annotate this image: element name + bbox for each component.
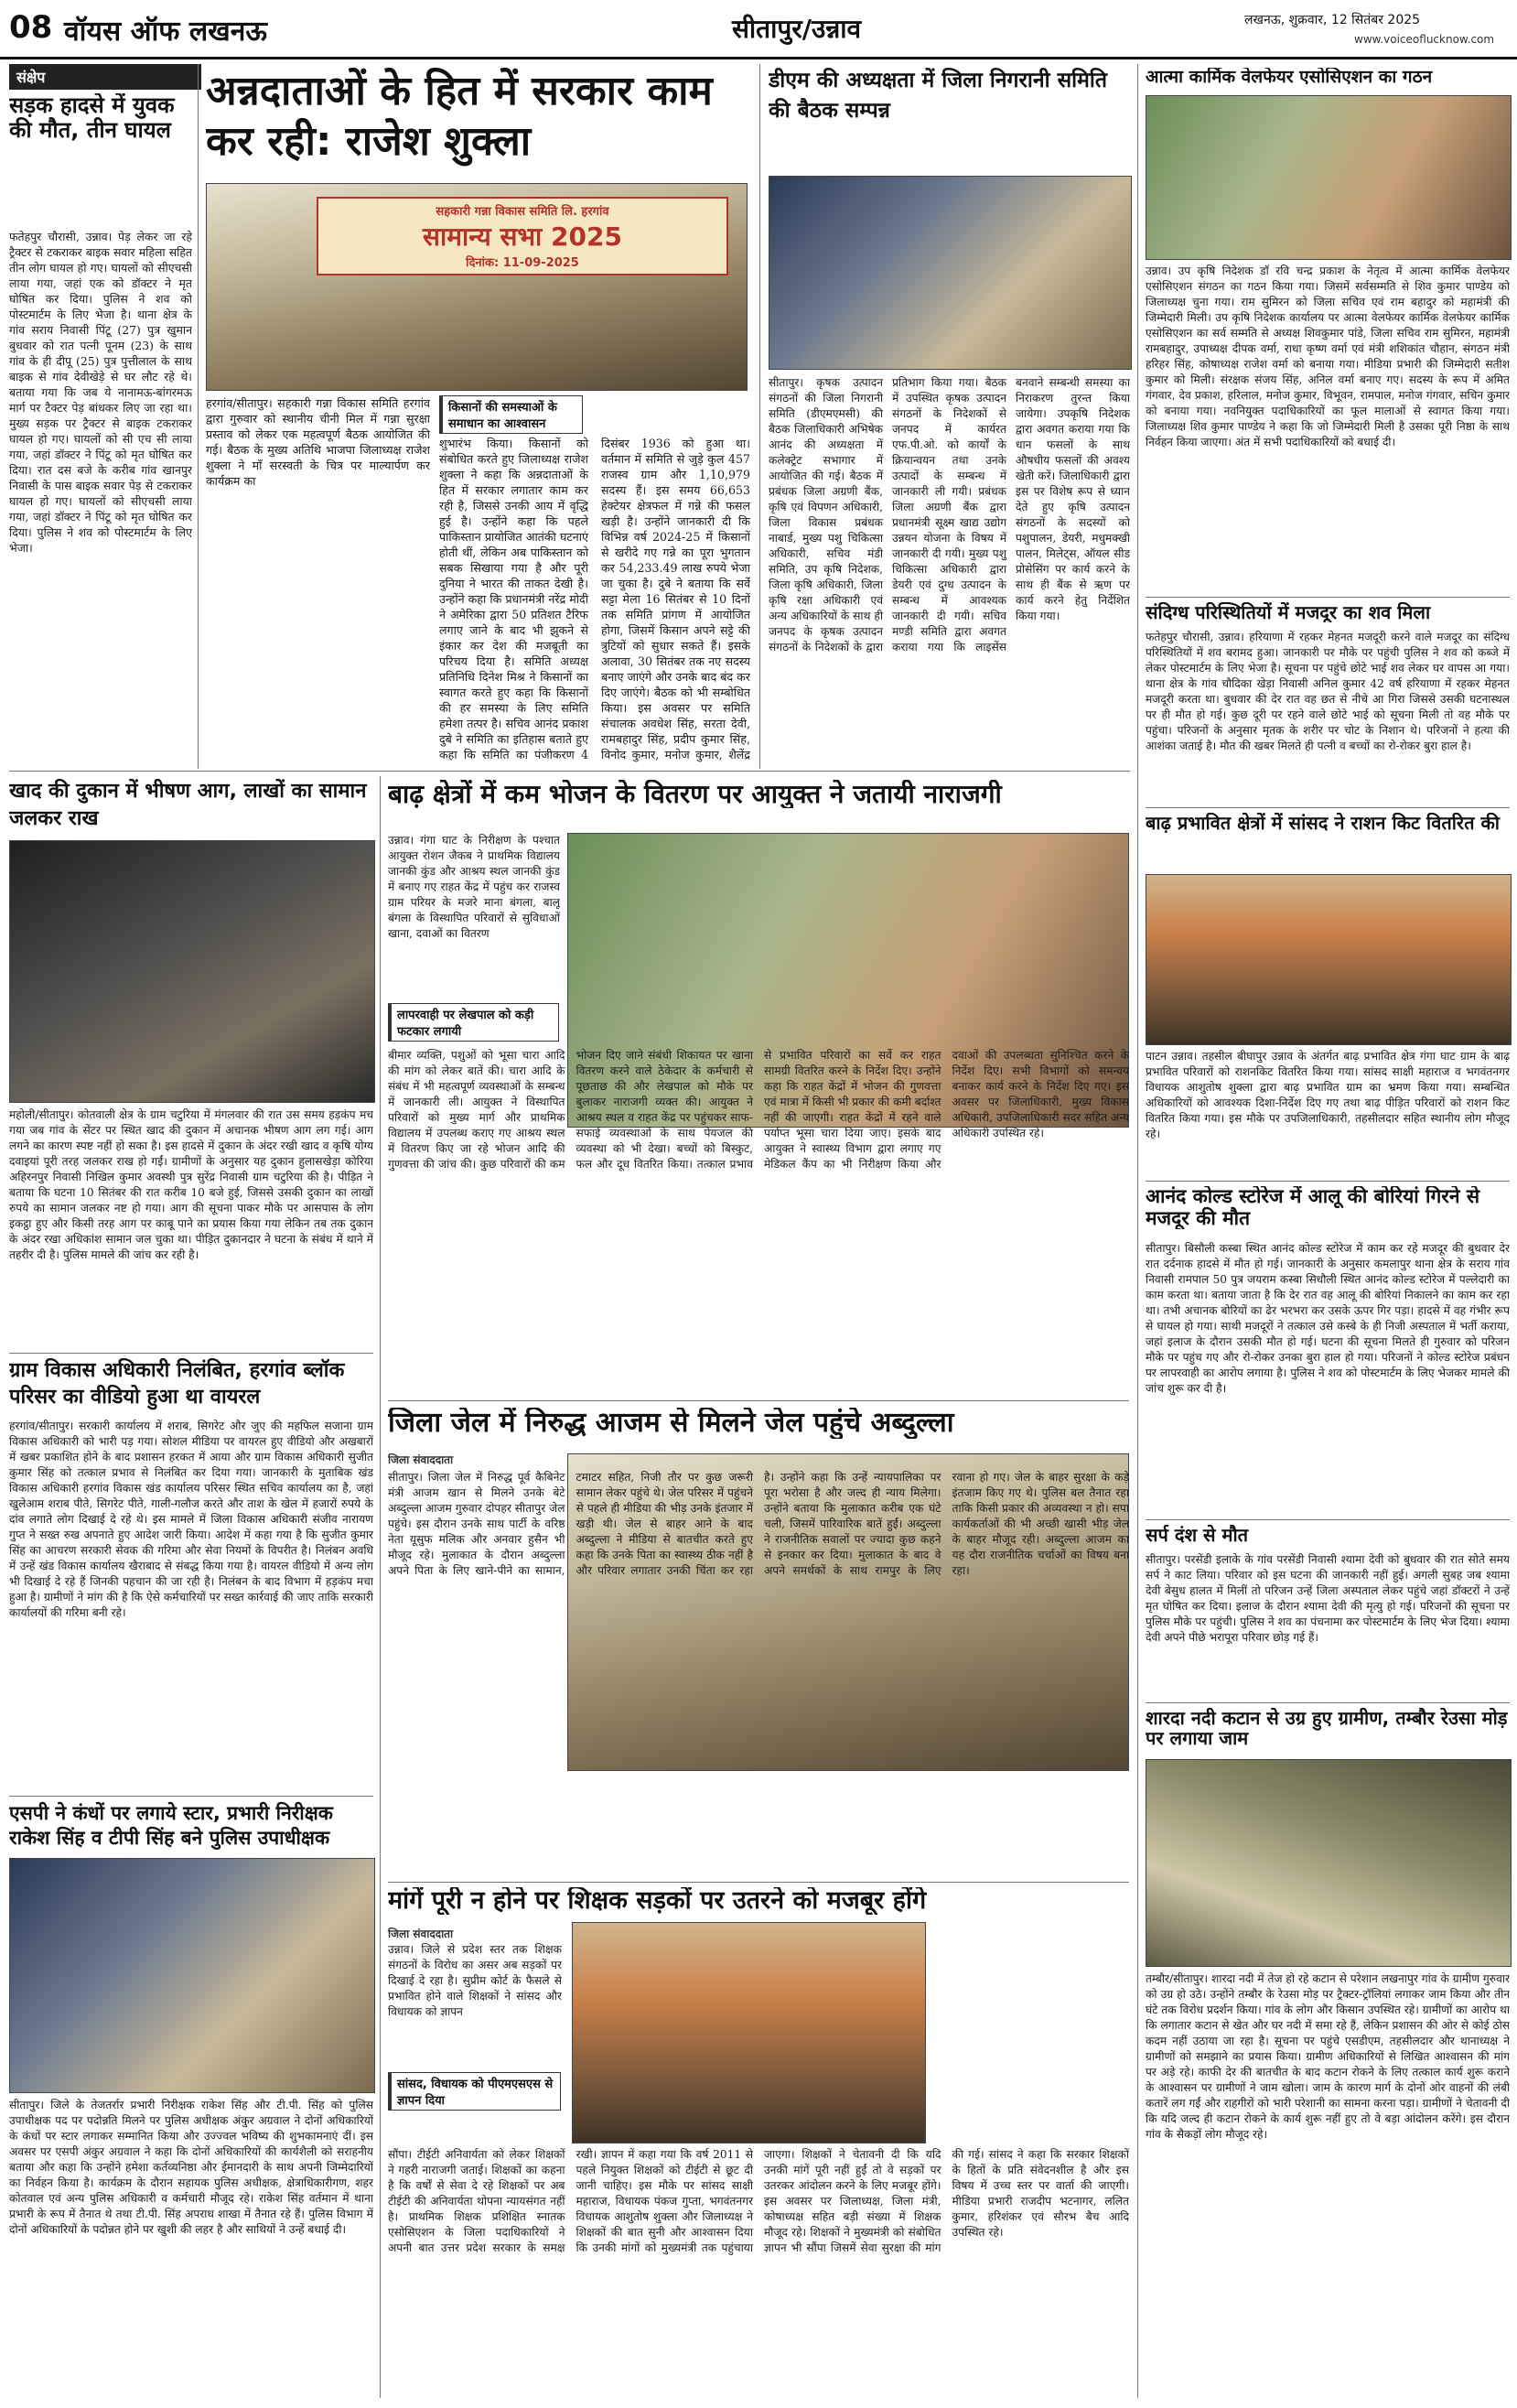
section-name: सीतापुर/उन्नाव bbox=[732, 14, 862, 44]
jail-dateline: जिला संवाददाता bbox=[388, 1453, 454, 1466]
cold-storage-headline: आनंद कोल्ड स्टोरेज में आलू की बोरियां गिरने से मजदूर की मौत bbox=[1146, 1186, 1480, 1229]
dm-headline: डीएम की अध्यक्षता में जिला निगरानी समिति की बैठक सम्पन्न bbox=[769, 69, 1107, 124]
flood-headline: बाढ़ क्षेत्रों में कम भोजन के वितरण पर आयुक्त ने जतायी नाराजगी bbox=[388, 780, 1002, 809]
brief-body: फतेहपुर चौरासी, उन्नाव। पेड़ लेकर जा रहे ट्रैक्टर से टकराकर बाइक सवार महिला सहित तीन लोग घायल हो गए। घायलों को सीएचसी लाया गया, जहां एक को डॉक्टर ने मृत घोषित कर दिया। पुलिस ने शव को पोस्टमार्टम के लिए भेजा है। थाना क्षेत्र के गांव सराय निवासी पिंटू (27) पुत्र खुमान बुधवार को रात पत्नी पूनम (23) के साथ गांव के ही दीपू (25) पुत्र पुत्तीलाल के साथ बाइक से गांव देवीखेड़े से घर लौट रहे थे। बताया गया कि जब ये नानामऊ-बांगरमऊ मार्ग पर टैक्टर पेड़ बांधकर लिए जा रहा था। मुख्य सड़क पर ट्रैक्टर से बाइक टकराकर घायल हो गए। घायलों को सी एच सी लाया गया, जहां डॉक्टर ने पिंटू को मृत घोषित कर दिया। रात दस बजे के करीब गांव खानपुर निवासी के पास बाइक सवार पेड़ से टकराकर घायल हो गए। घायलों को सीएचसी लाया गया, जहां डॉक्टर ने पिंटू को मृत घोषित कर दिया। पुलिस ने शव को पोस्टमार्टम के लिए भेजा। bbox=[9, 230, 192, 555]
welfare-headline: आत्मा कार्मिक वेलफेयर एसोसिएशन का गठन bbox=[1146, 68, 1433, 87]
page-number: 08 bbox=[9, 9, 53, 46]
dm-body: सीतापुर। कृषक उत्पादन संगठनों की जिला निगरानी समिति (डीएमएमसी) की बैठक जिलाधिकारी अभिषेक आनंद की अध्यक्षता में कलेक्ट्रेट सभागार में आयोजित की गई। बैठक में प्रबंधक जिला अग्रणी बैंक, कृषि एवं विपणन अधिकारी, जिला विकास प्रबंधक नाबार्ड, मुख्य पशु चिकित्सा अधिकारी, सचिव मंडी समिति, उप कृषि निदेशक, जिला कृषि अधिकारी, जिला कृषि रक्षा अधिकारी एवं अन्य अधिकारियों के साथ ही जनपद के कृषक उत्पादन संगठनों के निदेशकों के द्वारा प्रतिभाग किया गया। बैठक में उपस्थित कृषक उत्पादन संगठनों के निदेशकों से जनपद में कार्यरत एफ.पी.ओ. को कार्यों के क्रियान्वयन तथा उनके उत्पादों के सम्बन्ध में जानकारी ली गयी। प्रबंधक जिला अग्रणी बैंक द्वारा प्रधानमंत्री सूक्ष्म खाद्य उद्योग उन्नयन योजना के विषय में जानकारी दी गयी। मुख्य पशु चिकित्सा अधिकारी द्वारा डेयरी एवं दुग्ध उत्पादन के सम्बन्ध में आवश्यक जानकारी दी गयी। सचिव मण्डी समिति द्वारा अवगत कराया गया कि लाइसेंस बनवाने सम्बन्धी समस्या का निराकरण तुरन्त किया जायेगा। उपकृषि निदेशक द्वारा अवगत कराया गया कि धान फसलों के साथ औषधीय फसलों की अवश्य खेती करें। जिलाधिकारी द्वारा इस पर विशेष रूप से ध्यान देते हुए कृषि उत्पादन संगठनों के सदस्यों को पशुपालन, डेयरी, मधुमक्खी पालन, मिलेट्स, ऑयल सीड प्रोसेसिंग पर कार्य करने के साथ ही बैंक से ऋण पर कार्य करने हेतु निर्देशित किया गया। bbox=[769, 376, 1130, 653]
lead-body-left bbox=[206, 549, 430, 765]
website[interactable]: www.voiceoflucknow.com bbox=[1354, 33, 1495, 46]
brief-headline: सड़क हादसे में युवक की मौत, तीन घायल bbox=[9, 93, 175, 143]
dateline: लखनऊ, शुक्रवार, 12 सितंबर 2025 bbox=[1244, 13, 1421, 27]
mp-ration-body: पाटन उन्नाव। तहसील बीघापुर उन्नाव के अंतर्गत बाढ़ प्रभावित क्षेत्र गंगा घाट ग्राम के बाढ़ प्रभावित परिवारों को राशनकिट वितरित किया गया। सांसद साक्षी महाराज व भगवंतनगर विधायक आशुतोष शुक्ला द्वारा बाढ़ प्रभावित ग्राम का भ्रमण किया गया। सम्बन्धित अधिकारियों को आवश्यक दिशा-निर्देश दिए गए तथा बाढ़ पीड़ित परिवारों को राशन किट वितरित किया गया। इस मौके पर उपजिलाधिकारी, तहसीलदार सहित स्थानीय लोग मौजूद रहे। bbox=[1146, 1050, 1510, 1140]
banner-line-3: दिनांक: 11-09-2025 bbox=[466, 256, 579, 270]
welfare-photo bbox=[1146, 95, 1512, 260]
suspicious-headline: संदिग्ध परिस्थितियों में मजदूर का शव मिला bbox=[1146, 602, 1431, 623]
meeting-banner bbox=[317, 197, 728, 275]
snake-headline: सर्प दंश से मौत bbox=[1146, 1525, 1249, 1546]
fire-body: महोली/सीतापुर। कोतवाली क्षेत्र के ग्राम चटुरिया में मंगलवार की रात उस समय हड़कंप मच गया जब गांव के सेंटर पर स्थित खाद की दुकान में अचानक भीषण आग लग गई। आग लगने का कारण स्पष्ट नहीं हो सका है। इस हादसे में दुकान के अंदर रखी खाद व कृषि योग्य दवाइयां पूरी तरह जलकर राख हो गईं। ग्रामीणों के अनुसार यह दुकान हुलासखेड़ा कोरिया अहिरनपुर निवासी निखिल कुमार अवस्थी पुत्र सुरेंद्र निवासी ग्राम चटुरिया की है। पीड़ित ने बताया कि घटना 10 सितंबर की रात करीब 10 बजे हुई, जिससे उसकी दुकान का लाखों रुपये का सामान जलकर नष्ट हो गया। आग की सूचना पाकर मौके पर आसपास के लोग इकट्ठा हुए और किसी तरह आग पर काबू पाने का प्रयास किया गया लेकिन तब तक दुकान के अंदर रखा अधिकांश सामान जल चुका था। पीड़ित दुकानदार ने घटना के संबंध में थाने में तहरीर दी है। पुलिस मामले की जांच कर रही है। bbox=[9, 1108, 373, 1261]
sp-body: सीतापुर। जिले के तेजतर्रार प्रभारी निरीक्षक राकेश सिंह और टी.पी. सिंह को पुलिस उपाधीक्षक पद पर पदोन्नति मिलने पर पुलिस अधीक्षक अंकुर अग्रवाल ने दोनों अधिकारियों के कंधों पर स्टार लगाकर सम्मानित किया और उज्ज्वल भविष्य की शुभकामनाएं दीं। इस अवसर पर एसपी अंकुर अग्रवाल ने कहा कि दोनों अधिकारियों की कार्यशैली को सराहनीय बताया और कहा कि उन्होंने हमेशा कर्तव्यनिष्ठा और ईमानदारी के साथ अपनी जिम्मेदारियों का निर्वहन किया है। कार्यक्रम के दौरान सहायक पुलिस अधीक्षक, क्षेत्राधिकारीगण, शहर कोतवाल एवं अन्य पुलिस अधिकारी व कर्मचारी मौजूद रहे। राकेश सिंह वर्तमान में थाना प्रभारी के रूप में तैनात थे तथा टी.पी. सिंह अपराध शाखा में तैनात रहे हैं। पुलिस विभाग में दोनों अधिकारियों के पदोन्नत होने पर खुशी की लहर है और साथियों ने उन्हें बधाई दी। bbox=[9, 2099, 373, 2236]
jam-headline: शारदा नदी कटान से उग्र हुए ग्रामीण, तम्बौर रेउसा मोड़ पर लगाया जाम bbox=[1146, 1708, 1508, 1749]
jail-headline: जिला जेल में निरुद्ध आजम से मिलने जेल पहुंचे अब्दुल्ला bbox=[388, 1408, 954, 1439]
flood-body: बीमार व्यक्ति, पशुओं को भूसा चारा आदि की मांग को लेकर बातें की। चारा आदि के संबंध में भी महत्वपूर्ण व्यवस्थाओं के सम्बन्ध में जानकारी ली। आयुक्त ने विस्थापित परिवारों को मुख्य मार्ग और प्राथमिक विद्यालय में उपलब्ध कराए गए आश्रय स्थल में वितरण किए जा रहे भोजन आदि की गुणवत्ता की जांच की। कुछ परिवारों की कम भोजन दिए जाने संबंधी शिकायत पर खाना वितरण करने वाले ठेकेदार के कर्मचारी से पूछताछ की और लेखपाल को मौके पर बुलाकर नाराजगी व्यक्त की। आयुक्त ने आश्रय स्थल व राहत केंद्र पर पहुंचकर साफ-सफाई व्यवस्थाओं के साथ पेयजल की व्यवस्था को भी देखा। बच्चों को बिस्कुट, फल और दूध वितरित किया। तत्काल प्रभाव से प्रभावित परिवारों का सर्वे कर राहत सामग्री वितरित करने के निर्देश दिए। उन्होंने कहा कि राहत केंद्रों में भोजन की गुणवत्ता एवं मात्रा में किसी भी प्रकार की कमी बर्दाश्त नहीं की जाएगी। राहत केंद्रों में रहने वाले पर्याप्त भूसा चारा दिया जाए। इसके बाद आयुक्त ने स्वास्थ्य विभाग द्वारा लगाए गए मेडिकल कैंप का भी निरीक्षण किया और दवाओं की उपलब्धता सुनिश्चित करने के निर्देश दिए। सभी विभागों को समन्वय बनाकर कार्य करने के निर्देश दिए गए। इस अवसर पर जिलाधिकारी, मुख्य विकास अधिकारी, उपजिलाधिकारी सदर सहित अन्य अधिकारी उपस्थित रहे। bbox=[388, 1049, 1129, 1171]
jail-body: सीतापुर। जिला जेल में निरुद्ध पूर्व कैबिनेट मंत्री आजम खान से मिलने उनके बेटे अब्दुल्ला आजम गुरुवार दोपहर सीतापुर जेल पहुंचे। इस दौरान उनके साथ पार्टी के वरिष्ठ नेता यूसुफ मलिक और अनवार हुसैन भी मौजूद रहे। मुलाकात के दौरान अब्दुल्ला अपने पिता के लिए खाने-पीने का सामान, टमाटर सहित, निजी तौर पर कुछ जरूरी सामान लेकर पहुंचे थे। जेल परिसर में पहुंचने से पहले ही मीडिया की भीड़ उनके इंतजार में खड़ी थी। जेल से बाहर आने के बाद अब्दुल्ला ने मीडिया से बातचीत करते हुए कहा कि उनके पिता का स्वास्थ्य ठीक नहीं है और परिवार लगातार उनकी चिंता कर रहा है। उन्होंने कहा कि उन्हें न्यायपालिका पर पूरा भरोसा है और जल्द ही न्याय मिलेगा। उन्होंने बताया कि मुलाकात करीब एक घंटे चली, जिसमें पारिवारिक बातें हुईं। अब्दुल्ला ने राजनीतिक सवालों पर ज्यादा कुछ कहने से इनकार कर दिया। मुलाकात के बाद वे अपने समर्थकों के साथ रामपुर के लिए रवाना हो गए। जेल के बाहर सुरक्षा के कड़े इंतजाम किए गए थे। पुलिस बल तैनात रहा ताकि किसी प्रकार की अव्यवस्था न हो। सपा कार्यकर्ताओं की भी अच्छी खासी भीड़ जेल के बाहर मौजूद रही। अब्दुल्ला आजम का यह दौरा राजनीतिक चर्चाओं का विषय बना रहा। bbox=[388, 1471, 1129, 1577]
fire-photo bbox=[9, 840, 375, 1103]
sp-headline: एसपी ने कंधों पर लगाये स्टार, प्रभारी निरीक्षक राकेश सिंह व टीपी सिंह बने पुलिस उपाधीक्षक bbox=[9, 1802, 333, 1850]
flood-intro: उन्नाव। गंगा घाट के निरीक्षण के पश्चात आयुक्त रोशन जैकब ने प्राथमिक विद्यालय जानकी कुंड और आश्रय स्थल जानकी कुंड में बनाए गए राहत केंद्र में पहुंच कर राजस्व ग्राम परियर के मजरे माना बंगला, बालू बंगला के विस्थापित परिवारों से सुविधाओं खाना, दवाओं का वितरण bbox=[388, 834, 560, 940]
cold-storage-body: सीतापुर। बिसौली कस्बा स्थित आनंद कोल्ड स्टोरेज में काम कर रहे मजदूर की बुधवार देर रात दर्दनाक हादसे में मौत हो गई। जानकारी के अनुसार कमलापुर थाना क्षेत्र के सराय गांव निवासी रामपाल 50 पुत्र जयराम कस्बा सिधौली स्थित आनंद कोल्ड स्टोरेज में पल्लेदारी का काम करता था। बताया जाता है कि देर रात वह आलू की बोरियां निकालने का काम कर रहा था। तभी अचानक बोरियों का ढेर भरभरा कर उसके ऊपर गिर पड़ा। हादसे में वह गंभीर रूप से घायल हो गया। साथी मजदूरों ने तत्काल उसे कस्बे के ही निजी अस्पताल में भर्ती कराया, जहां इलाज के दौरान उसकी मौत हो गई। घटना की सूचना मिलते ही गुरुवार को परिजन मौके पर पहुंच गए और रो-रोकर उनका बुरा हाल हो गया। परिजनों ने कोल्ड स्टोरेज प्रबंधन पर लापरवाही का आरोप लगाया है। पुलिस ने शव को पोस्टमार्टम के लिए भेजकर मामले की जांच शुरू कर दी है। bbox=[1146, 1242, 1510, 1395]
lead-body: शुभारंभ किया। किसानों को संबोधित करते हुए जिलाध्यक्ष राजेश शुक्ला ने कहा कि अन्नदाताओं के हित में सरकार लगातार काम कर रही है, जिससे उनकी आय में वृद्धि हुई है। उन्होंने कहा कि पहले पाकिस्तान प्रायोजित आतंकी घटनाएं होती थीं, लेकिन अब पाकिस्तान को सबक सिखाया गया है और पूरी दुनिया ने भारत की ताकत देखी है। उन्होंने कहा कि प्रधानमंत्री नरेंद्र मोदी ने अमेरिका द्वारा 50 प्रतिशत टैरिफ लगाए जाने के बाद भी झुकने से इंकार कर देश की मजबूती का परिचय दिया है। समिति अध्यक्ष प्रतिनिधि दिनेश मिश्र ने किसानों का स्वागत करते हुए कहा कि किसानों की हर समस्या के लिए समिति हमेशा तत्पर है। सचिव आनंद प्रकाश दुबे ने समिति का इतिहास बताते हुए कहा कि समिति का पंजीकरण 4 दिसंबर 1936 को हुआ था। वर्तमान में समिति से जुड़े कुल 457 राजस्व ग्राम और 1,10,979 सदस्य हैं। इस समय 66,653 हेक्टेयर क्षेत्रफल में गन्ने की फसल खड़ी है। उन्होंने जानकारी दी कि विभिन्न वर्ष 2024-25 में किसानों से खरीदे गए गन्ने का पूरा भुगतान कर 54,233.49 लाख रुपये भेजा जा चुका है। दुबे ने बताया कि सर्वे सट्टा मेला 16 सितंबर से 10 दिनों तक समिति प्रांगण में आयोजित होगा, जिसमें किसान अपने सट्टे की त्रुटियों को सुधार सकते हैं। इसके अलावा, 30 सितंबर तक नए सदस्य बनाए जाएंगे और उनके बाद बंद कर दिए जाएंगे। बैठक को भी सम्बोधित किया। इस अवसर पर समिति संचालक अवधेश सिंह, सरता देवी, रामबहादुर सिंह, प्रदीप कुमार सिंह, विनोद कुमार, मनोज कुमार, शैलेंद्र bbox=[439, 437, 750, 761]
lead-headline: अन्नदाताओं के हित में सरकार काम कर रही: राजेश शुक्ला bbox=[206, 68, 713, 165]
vdo-headline: ग्राम विकास अधिकारी निलंबित, हरगांव ब्लॉक परिसर का वीडियो हुआ था वायरल bbox=[9, 1359, 345, 1409]
jam-body: तम्बौर/सीतापुर। शारदा नदी में तेज हो रहे कटान से परेशान लखनापुर गांव के ग्रामीण गुरुवार को उग्र हो उठे। उन्होंने तम्बौर के रेउसा मोड़ पर ट्रैक्टर-ट्रॉलियां लगाकर जाम किया और तीन घंटे तक विरोध प्रदर्शन किया। गांव के लोग और किसान उपस्थित रहे। ग्रामीणों का आरोप था कि लगातार कटान से खेत और घर नदी में समा रहे हैं, लेकिन प्रशासन की ओर से कोई ठोस कदम नहीं उठाया जा रहा है। सूचना पर पहुंचे एसडीएम, तहसीलदार और थानाध्यक्ष ने ग्रामीणों को समझाने का प्रयास किया। ग्रामीण अधिकारियों से लिखित आश्वासन की मांग पर अड़े रहे। काफी देर की बातचीत के बाद कटान रोकने के लिए तत्काल कार्य शुरू कराने के आश्वासन पर ग्रामीणों ने जाम खोला। जाम के कारण मार्ग के दोनों ओर वाहनों की लंबी कतारें लग गईं और राहगीरों को भारी परेशानी का सामना करना पड़ा। ग्रामीणों ने चेतावनी दी कि यदि जल्द ही कटान रोकने के कार्य शुरू नहीं हुए तो वे बड़ा आंदोलन करेंगे। इस दौरान गांव के सैकड़ों लोग मौजूद रहे। bbox=[1146, 1972, 1510, 2141]
teachers-body: सौंपा। टीईटी अनिवार्यता को लेकर शिक्षकों ने गहरी नाराजगी जताई। शिक्षकों का कहना है कि वर्षों से सेवा दे रहे शिक्षकों पर अब टीईटी की अनिवार्यता थोपना न्यायसंगत नहीं है। प्राथमिक शिक्षक प्रशिक्षित स्नातक एसोसिएशन के जिला पदाधिकारियों ने अपनी बात उत्तर प्रदेश सरकार के समक्ष रखी। ज्ञापन में कहा गया कि वर्ष 2011 से पहले नियुक्त शिक्षकों को टीईटी से छूट दी जानी चाहिए। इस मौके पर सांसद साक्षी महाराज, विधायक पंकज गुप्ता, भगवंतनगर विधायक आशुतोष शुक्ला और जिलाध्यक्ष ने शिक्षकों की बात सुनी और आश्वासन दिया कि उनकी मांगों को मुख्यमंत्री तक पहुंचाया जाएगा। शिक्षकों ने चेतावनी दी कि यदि उनकी मांगें पूरी नहीं हुईं तो वे सड़कों पर उतरकर आंदोलन करने के लिए मजबूर होंगे। इस अवसर पर जिलाध्यक्ष, जिला मंत्री, कोषाध्यक्ष सहित बड़ी संख्या में शिक्षक मौजूद रहे। शिक्षकों ने मुख्यमंत्री को संबोधित ज्ञापन भी सौंपा जिसमें सेवा सुरक्षा की मांग की गई। सांसद ने कहा कि सरकार शिक्षकों के हितों के प्रति संवेदनशील है और इस विषय में उच्च स्तर पर वार्ता की जाएगी। मीडिया प्रभारी राजदीप भटनागर, ललित कुमार, हरिशंकर एवं सौरभ बैच आदि उपस्थित रहे। bbox=[388, 2148, 1129, 2254]
welfare-body: उन्नाव। उप कृषि निदेशक डॉ रवि चन्द्र प्रकाश के नेतृत्व में आत्मा कार्मिक वेलफेयर एसोसिएशन संगठन का गठन किया गया। जिसमें सर्वसम्मति से शिव कुमार पाण्डेय को जिलाध्यक्ष चुना गया। राम सुमिरन को जिला सचिव एवं राम बहादुर को महामंत्री की जिम्मेदारी मिली। उप कृषि निदेशक कार्यालय पर आत्मा वेलफेयर कार्मिक वेलफेयर कार्मिक एसोसिएशन का सर्व सम्मति से अध्यक्ष शिवकुमार पांडे, जिला सचिव राम सुमिरन, महामंत्री रामबहादुर, उपाध्यक्ष दीपक वर्मा, राधा कृष्ण वर्मा एवं मंत्री शशिकांत चौहान, संगठन मंत्री हरिहर सिंह, कोषाध्यक्ष राजेश वर्मा को बनाया गया। मीडिया प्रभारी की जिम्मेदारी सतीश कुमार को मिली। संरक्षक संजय सिंह, अनिल वर्मा बनाए गए। सदस्य के रूप में अमित गंगवार, देव प्रकाश, हरिलाल, मनोज कुमार, विभूवन, रामपाल, मनोज गंगवार, सचिन कुमार को बनाया गया। नवनियुक्त पदाधिकारियों का फूल मालाओं से स्वागत किया गया। जिलाध्यक्ष शिव कुमार पाण्डेय ने कहा कि जो जिम्मेदारी मिली है उसका पूरी निष्ठा के साथ निर्वहन किया जाएगा। अंत में सभी पदाधिकारियों को बधाई दी। bbox=[1146, 265, 1510, 448]
teachers-side-col bbox=[931, 1922, 1127, 2142]
teachers-dateline: जिला संवाददाता bbox=[388, 1927, 454, 1940]
lead-intro-col bbox=[206, 395, 430, 544]
snake-body: सीतापुर। परसेंडी इलाके के गांव परसेंडी निवासी श्यामा देवी को बुधवार की रात सोते समय सर्प ने काट लिया। परिवार को इस घटना की जानकारी नहीं हुई। अगली सुबह जब श्यामा देवी बेसुध हालत में मिलीं तो परिजन उन्हें जिला अस्पताल लेकर पहुंचे जहां डॉक्टरों ने उन्हें मृत घोषित कर दिया। इलाज के दौरान श्यामा देवी की मृत्यु हो गई। परिजनों की सूचना पर पुलिस मौके पर पहुंची। पुलिस ने शव का पंचनामा कर पोस्टमार्टम के लिए भेज दिया। श्यामा देवी अपने पीछे भरापूरा परिवार छोड़ गई हैं। bbox=[1146, 1553, 1510, 1644]
teachers-photo bbox=[572, 1922, 926, 2143]
suspicious-body: फतेहपुर चौरासी, उन्नाव। हरियाणा में रहकर मेहनत मजदूरी करने वाले मजदूर का संदिग्ध परिस्थितियों में शव बरामद हुआ। जानकारी पर मौके पर पहुंची पुलिस ने शव को कब्जे में लेकर पोस्टमार्टम के लिए भेजा है। सूचना पर पहुंचे छोटे भाई शव लेकर घर वापस आ गया। थाना क्षेत्र के गांव चौदिका खेड़ा निवासी अनिल कुमार 42 वर्ष हरियाणा में रहकर मेहनत मजदूरी करता था। बुधवार की देर रात वह छत से नीचे आ गिरा जिससे उसकी घटनास्थल पर ही मौत हो गई। कुछ दूरी पर रहने वाले छोटे भाई को सूचना मिली तो वह मौके पर पहुंचा। परिजनों के अनुसार मृतक के शरीर पर चोट के निशान थे। परिजनों ने हत्या की आशंका जताई है। मौत की खबर मिलते ही पत्नी व बच्चों का रो-रोकर बुरा हाल है। bbox=[1146, 631, 1510, 752]
masthead bbox=[0, 0, 1517, 59]
banner-line-1: सहकारी गन्ना विकास समिति लि. हरगांव bbox=[436, 205, 609, 219]
paper-name: वॉयस ऑफ लखनऊ bbox=[64, 16, 267, 48]
teachers-intro: उन्नाव। जिले से प्रदेश स्तर तक शिक्षक संगठनों के विरोध का असर अब सड़कों पर दिखाई दे रहा है। सुप्रीम कोर्ट के फैसले से प्रभावित होने वाले शिक्षकों ने सांसद और विधायक को ज्ञापन bbox=[388, 1943, 562, 2018]
vdo-body: हरगांव/सीतापुर। सरकारी कार्यालय में शराब, सिगरेट और जुए की महफिल सजाना ग्राम विकास अधिकारी को भारी पड़ गया। सोशल मीडिया पर वायरल हुए वीडियो और अखबारों में खबर प्रकाशित होने के बाद प्रशासन हरकत में आया और ग्राम विकास अधिकारी सुजीत कुमार सिंह को तत्काल प्रभाव से निलंबित कर दिया गया। जानकारी के मुताबिक खंड विकास अधिकारी हरगांव विकास खंड कार्यालय परिसर स्थित सचिव कार्यालय का है, जहां खुलेआम शराब पीते, सिगरेट पीते, गाली-गलौज करते और ताश के खेल में हजारों रुपये के दांव लगाते लोग दिखाई दे रहे थे। इस मामले में जिला विकास अधिकारी संजीव नारायण गुप्त ने सख्त रुख अपनाते हुए आदेश जारी किया। आदेश में कहा गया है कि सुजीत कुमार सिंह का आचरण सरकारी सेवक की गरिमा और सेवा नियमों के विपरीत है। निलंबन अवधि में उन्हें खंड विकास कार्यालय खैराबाद से संबद्ध किया गया है। वायरल वीडियो में अन्य लोग भी दिखाई दे रहे हैं जिनकी पहचान की जा रही है। निलंबन के बाद विभाग में हड़कंप मचा हुआ है। ग्रामीणों ने मांग की है कि ऐसे कर्मचारियों पर सख्त कार्रवाई की जाए ताकि सरकारी कार्यालयों की गरिमा बनी रहे। bbox=[9, 1420, 373, 1619]
flood-subhead: लापरवाही पर लेखपाल को कड़ी फटकार लगायी bbox=[388, 1003, 559, 1042]
sp-photo bbox=[9, 1858, 375, 2093]
lead-photo bbox=[206, 183, 748, 391]
teachers-subhead: सांसद, विधायक को पीएमएसएस से ज्ञापन दिया bbox=[388, 2072, 561, 2111]
banner-line-2: सामान्य सभा 2025 bbox=[423, 221, 622, 252]
lead-subhead: किसानों की समस्याओं के समाधान का आश्वासन bbox=[439, 395, 583, 434]
lead-intro-text: हरगांव/सीतापुर। सहकारी गन्ना विकास समिति हरगांव द्वारा गुरुवार को स्थानीय चीनी मिल में गन्ना सुरक्षा प्रस्ताव को लेकर एक महत्वपूर्ण बैठक आयोजित की गई। बैठक के मुख्य अतिथि भाजपा जिलाध्यक्ष राजेश शुक्ला ने माँ सरस्वती के चित्र पर माल्यार्पण कर कार्यक्रम का bbox=[206, 396, 430, 488]
brief-label: संक्षेप bbox=[9, 64, 201, 90]
mp-ration-headline: बाढ़ प्रभावित क्षेत्रों में सांसद ने राशन किट वितरित की bbox=[1146, 813, 1500, 834]
fire-headline: खाद की दुकान में भीषण आग, लाखों का सामान जलकर राख bbox=[9, 780, 367, 830]
mp-ration-photo bbox=[1146, 874, 1512, 1045]
jam-photo bbox=[1146, 1759, 1512, 1967]
dm-photo bbox=[769, 176, 1132, 370]
teachers-headline: मांगें पूरी न होने पर शिक्षक सड़कों पर उतरने को मजबूर होंगे bbox=[388, 1887, 927, 1915]
